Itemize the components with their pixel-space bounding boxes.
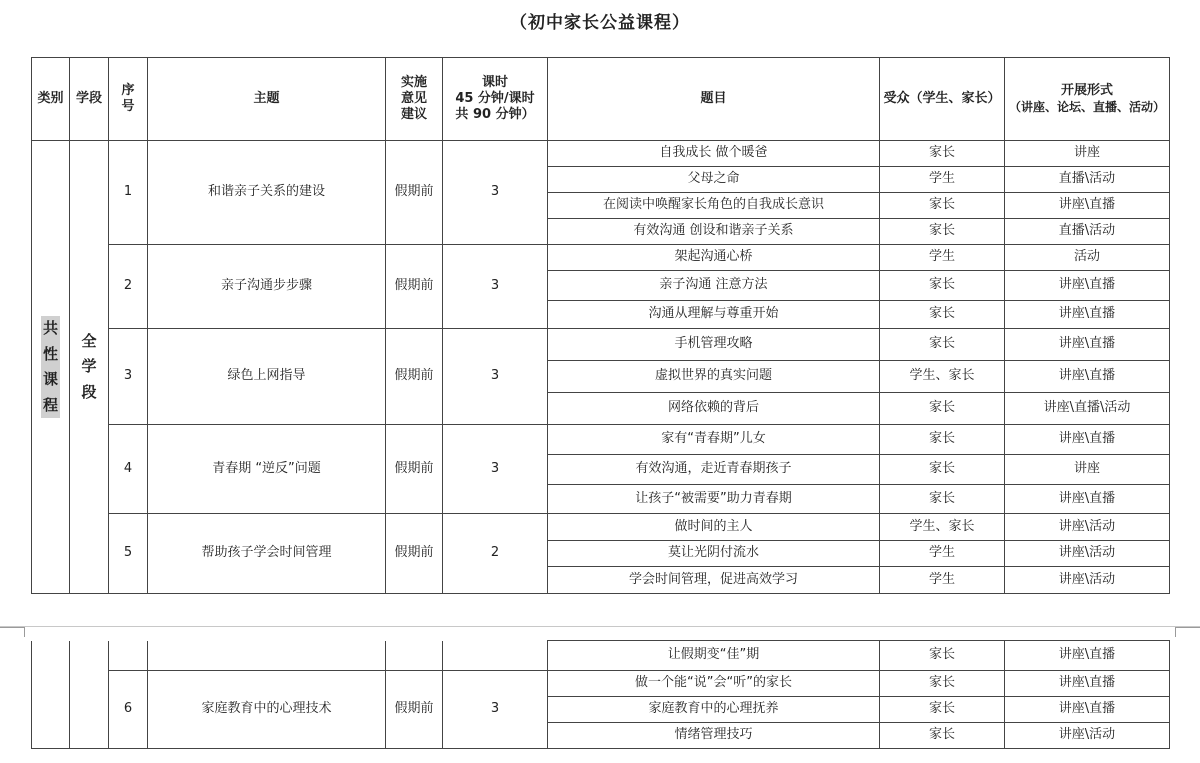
topic-cell: 让假期变“佳”期 (548, 641, 880, 671)
format-cell: 讲座\活动 (1005, 723, 1170, 749)
topic-cell: 家有“青春期”儿女 (548, 425, 880, 455)
header-timing (386, 58, 443, 141)
seq-cell: 3 (109, 329, 148, 425)
topic-cell: 自我成长 做个暖爸 (548, 141, 880, 167)
page-corner-mark (0, 627, 24, 628)
course-table (31, 57, 1170, 594)
audience-cell: 学生、家长 (880, 361, 1005, 393)
topic-cell: 让孩子“被需要”助力青春期 (548, 485, 880, 514)
audience-cell: 家长 (880, 425, 1005, 455)
format-cell: 讲座 (1005, 141, 1170, 167)
header-timing-line: 意见 (400, 90, 427, 106)
topic-cell: 家庭教育中的心理抚养 (548, 697, 880, 723)
page-corner-mark (1175, 627, 1176, 637)
hours-cell: 3 (443, 425, 548, 514)
category-char: 性 (42, 344, 58, 363)
format-cell: 讲座\直播 (1005, 193, 1170, 219)
audience-cell: 家长 (880, 301, 1005, 329)
format-cell: 讲座\直播 (1005, 271, 1170, 301)
timing-cell: 假期前 (386, 141, 443, 245)
category-char: 程 (42, 395, 58, 414)
topic-cell: 亲子沟通 注意方法 (548, 271, 880, 301)
table-row (32, 245, 1170, 271)
format-cell: 讲座\活动 (1005, 567, 1170, 594)
format-cell: 讲座\活动 (1005, 541, 1170, 567)
header-timing-line: 实施 (400, 74, 427, 90)
topic-cell: 在阅读中唤醒家长角色的自我成长意识 (548, 193, 880, 219)
audience-cell: 家长 (880, 271, 1005, 301)
seq-cell-continued (109, 641, 148, 671)
theme-cell: 帮助孩子学会时间管理 (148, 514, 386, 594)
hours-cell: 3 (443, 141, 548, 245)
topic-cell: 有效沟通，走近青春期孩子 (548, 455, 880, 485)
category-cell-continued (32, 641, 70, 749)
header-hours (443, 58, 548, 141)
header-audience: 受众（学生、家长） (880, 58, 1005, 141)
audience-cell: 学生 (880, 167, 1005, 193)
header-format-line: （讲座、论坛、直播、活动） (1008, 99, 1165, 114)
page-break-line (0, 626, 1200, 627)
table-row (32, 641, 1170, 671)
format-cell: 直播\活动 (1005, 167, 1170, 193)
seq-cell: 4 (109, 425, 148, 514)
category-char: 共 (42, 319, 58, 337)
timing-cell-continued (386, 641, 443, 671)
audience-cell: 家长 (880, 723, 1005, 749)
theme-cell: 亲子沟通步步骤 (148, 245, 386, 329)
format-cell: 讲座\直播 (1005, 301, 1170, 329)
topic-cell: 莫让光阴付流水 (548, 541, 880, 567)
topic-cell: 做一个能“说”会“听”的家长 (548, 671, 880, 697)
theme-cell: 绿色上网指导 (148, 329, 386, 425)
header-topic: 题目 (548, 58, 880, 141)
format-cell: 讲座 (1005, 455, 1170, 485)
audience-cell: 学生 (880, 245, 1005, 271)
seq-cell: 2 (109, 245, 148, 329)
audience-cell: 家长 (880, 329, 1005, 361)
hours-cell: 3 (443, 329, 548, 425)
page-corner-mark (24, 627, 25, 637)
stage-cell (70, 141, 109, 594)
topic-cell: 做时间的主人 (548, 514, 880, 541)
theme-cell: 青春期 “逆反”问题 (148, 425, 386, 514)
hours-cell: 3 (443, 671, 548, 749)
header-hours-line: 共 90 分钟） (455, 107, 535, 123)
audience-cell: 家长 (880, 455, 1005, 485)
audience-cell: 家长 (880, 193, 1005, 219)
table-row (32, 141, 1170, 167)
audience-cell: 家长 (880, 393, 1005, 425)
header-seq-line: 号 (121, 99, 135, 114)
seq-cell: 5 (109, 514, 148, 594)
table-row (32, 425, 1170, 455)
theme-cell: 家庭教育中的心理技术 (148, 671, 386, 749)
timing-cell: 假期前 (386, 329, 443, 425)
audience-cell: 学生 (880, 567, 1005, 594)
stage-cell-continued (70, 641, 109, 749)
format-cell: 讲座\直播 (1005, 361, 1170, 393)
topic-cell: 有效沟通 创设和谐亲子关系 (548, 219, 880, 245)
stage-char: 全 (81, 331, 97, 350)
format-cell: 讲座\直播\活动 (1005, 393, 1170, 425)
topic-cell: 架起沟通心桥 (548, 245, 880, 271)
course-table-continued (31, 640, 1170, 749)
topic-cell: 网络依赖的背后 (548, 393, 880, 425)
audience-cell: 家长 (880, 141, 1005, 167)
page-corner-mark (1176, 627, 1200, 628)
header-hours-line: 课时 (481, 74, 508, 90)
table-row (32, 329, 1170, 361)
header-theme: 主题 (148, 58, 386, 141)
format-cell: 讲座\活动 (1005, 514, 1170, 541)
format-cell: 讲座\直播 (1005, 697, 1170, 723)
page-gap (0, 598, 1200, 638)
header-timing-line: 建议 (400, 107, 427, 123)
table-row (32, 671, 1170, 697)
hours-cell: 3 (443, 245, 548, 329)
header-seq-line: 序 (121, 82, 135, 98)
topic-cell: 手机管理攻略 (548, 329, 880, 361)
format-cell: 讲座\直播 (1005, 671, 1170, 697)
header-row (32, 58, 1170, 141)
category-char: 课 (42, 370, 58, 388)
format-cell: 讲座\直播 (1005, 329, 1170, 361)
topic-cell: 父母之命 (548, 167, 880, 193)
header-category: 类别 (32, 58, 70, 141)
table-row (32, 514, 1170, 541)
seq-cell: 1 (109, 141, 148, 245)
hours-cell: 2 (443, 514, 548, 594)
category-cell (32, 141, 70, 594)
document-title: （初中家长公益课程） (510, 13, 690, 33)
format-cell: 直播\活动 (1005, 219, 1170, 245)
header-seq (109, 58, 148, 141)
timing-cell: 假期前 (386, 514, 443, 594)
format-cell: 讲座\直播 (1005, 485, 1170, 514)
header-hours-line: 45 分钟/课时 (455, 90, 535, 106)
stage-char: 段 (81, 382, 97, 401)
hours-cell-continued (443, 641, 548, 671)
audience-cell: 学生 (880, 541, 1005, 567)
format-cell: 活动 (1005, 245, 1170, 271)
topic-cell: 虚拟世界的真实问题 (548, 361, 880, 393)
topic-cell: 沟通从理解与尊重开始 (548, 301, 880, 329)
category-text (41, 316, 60, 418)
audience-cell: 家长 (880, 641, 1005, 671)
header-stage: 学段 (70, 58, 109, 141)
theme-cell: 和谐亲子关系的建设 (148, 141, 386, 245)
header-format (1005, 58, 1170, 141)
theme-cell-continued (148, 641, 386, 671)
format-cell: 讲座\直播 (1005, 425, 1170, 455)
topic-cell: 情绪管理技巧 (548, 723, 880, 749)
seq-cell: 6 (109, 671, 148, 749)
timing-cell: 假期前 (386, 671, 443, 749)
topic-cell: 学会时间管理，促进高效学习 (548, 567, 880, 594)
audience-cell: 学生、家长 (880, 514, 1005, 541)
audience-cell: 家长 (880, 697, 1005, 723)
stage-char: 学 (81, 357, 97, 376)
audience-cell: 家长 (880, 485, 1005, 514)
format-cell: 讲座\直播 (1005, 641, 1170, 671)
audience-cell: 家长 (880, 671, 1005, 697)
audience-cell: 家长 (880, 219, 1005, 245)
header-format-line: 开展形式 (1060, 83, 1113, 99)
timing-cell: 假期前 (386, 425, 443, 514)
timing-cell: 假期前 (386, 245, 443, 329)
